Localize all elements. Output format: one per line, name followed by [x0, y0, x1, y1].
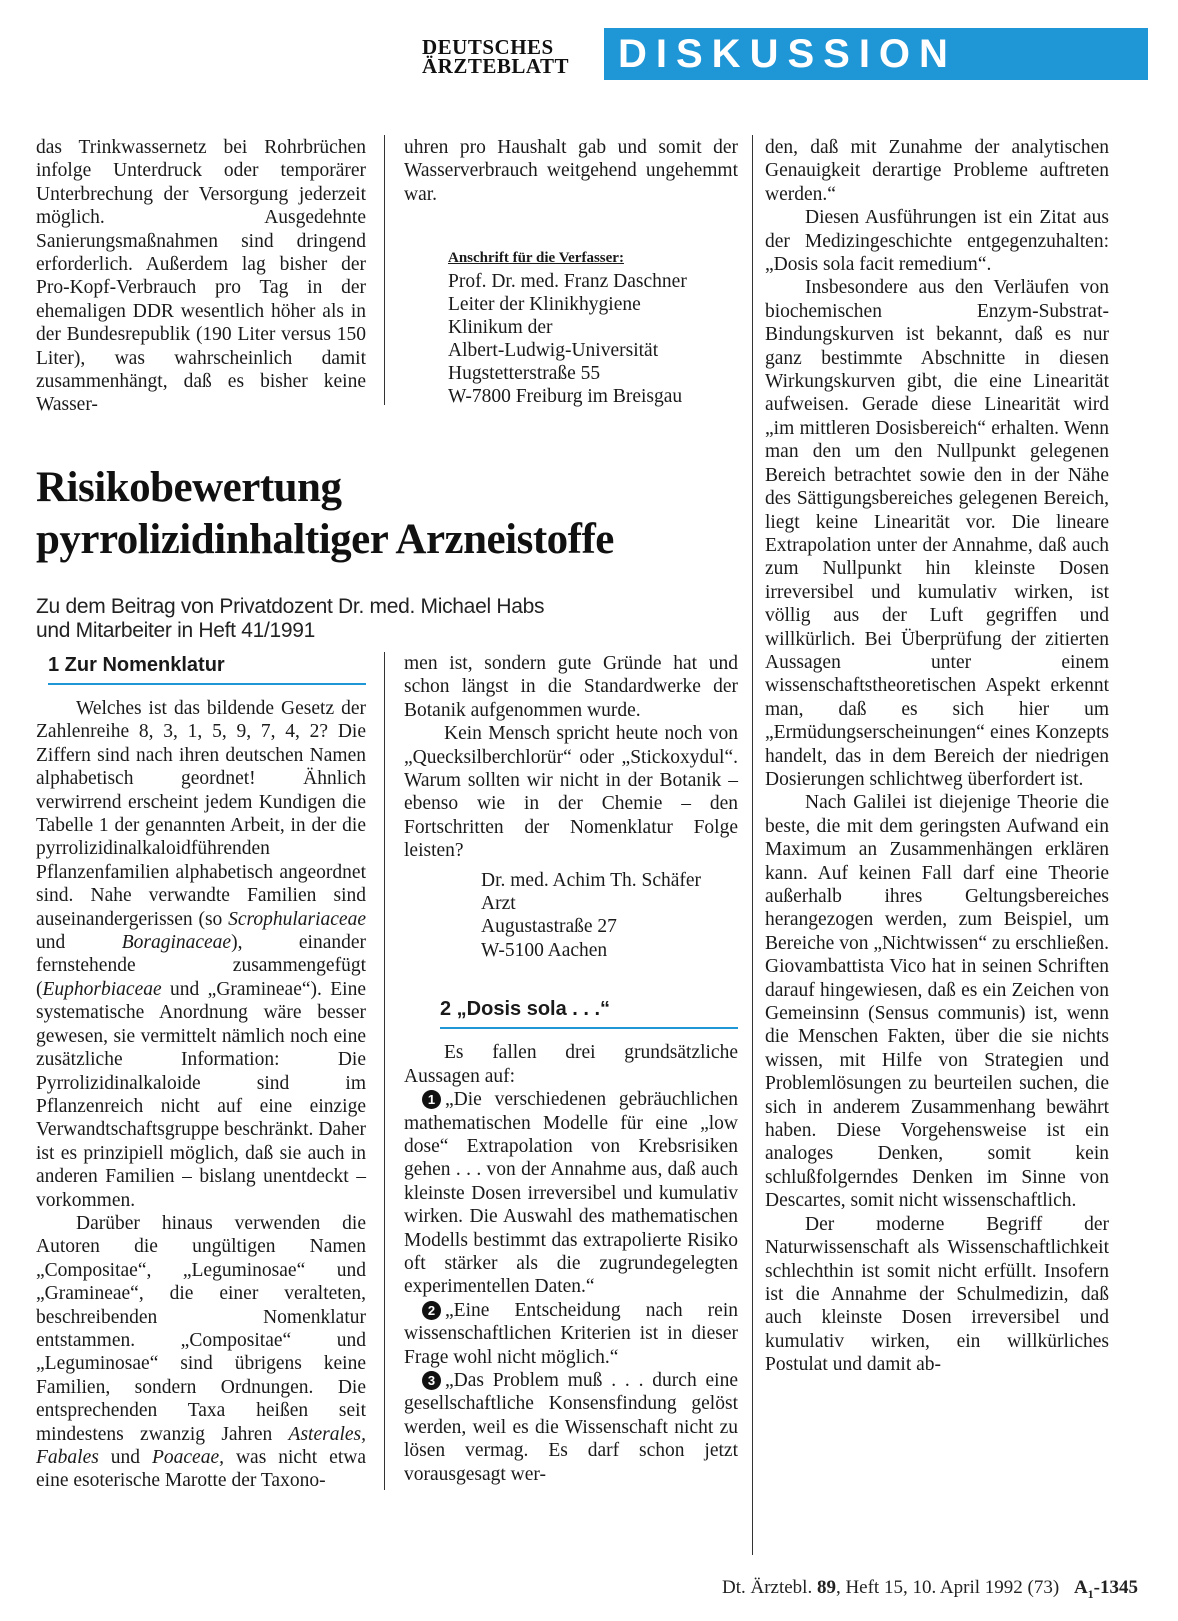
- address-lines: [448, 270, 748, 408]
- paragraph: men ist, sondern gute Gründe hat und schon längst in die Standardwerke der Botanik aufgenommen wurde.: [404, 653, 738, 721]
- article-col3: [765, 136, 1109, 1377]
- address-line: Leiter der Klinikhygiene: [448, 294, 641, 315]
- paragraph: Nach Galilei ist diejenige Theorie die beste, die mit dem geringsten Aufwand ein Maximum an Zusammenhängen erklären kann. Auf keinen Fall darf eine Theorie außerhalb ihres Geltungsbereiches herangezogen werden, zum Beispiel, um Bereiche von „Nichtwissen“ zu erschließen. Giovambattista Vico hat in seinen Schriften darauf hingewiesen, daß es ein Zeichen von Gemeinsinn (Sensus communis) ist, wenn die Menschen Fakten, über die sie nichts wissen, mit Hilfe von Strategien und Problemlösungen zu beurteilen suchen, die sich in anderem Zusammenhang bewährt haben. Diese Vorgehensweise ist ein analoges Denken, somit kein schlußfolgerndes Denken im Sinne von Descartes, somit nicht wissenschaftlich.: [765, 792, 1109, 1212]
- signature-line: W-5100 Aachen: [481, 939, 608, 961]
- logo-line-1: DEUTSCHES: [422, 35, 554, 59]
- number-badge-icon: 2: [422, 1301, 441, 1320]
- section-banner: DISKUSSION: [604, 28, 1148, 80]
- prev-article-text: das Trinkwassernetz bei Rohrbrüchen infolge Unterdruck oder temporärer Unterbrechung der Versorgung jederzeit möglich. Ausgedehnte Sanierungsmaßnahmen sind dringend erforderlich. Außerdem lag bisher der Pro-Kopf-Verbrauch pro Tag in der ehemaligen DDR wesentlich höher als in der Bundesrepublik (190 Liter versus 150 Liter), was wahrscheinlich damit zusammenhängt, daß es bisher keine Wasser-: [36, 137, 366, 416]
- title-line-2: pyrrolizidinhaltiger Arzneistoffe: [36, 516, 614, 563]
- signature-line: Dr. med. Achim Th. Schäfer: [481, 869, 702, 891]
- author-address: [448, 248, 748, 408]
- address-line: Prof. Dr. med. Franz Daschner: [448, 271, 687, 292]
- paragraph: Der moderne Begriff der Naturwissenschaft als Wissenschaftlichkeit schlechthin ist somit nicht erfüllt. Insofern ist die Annahme der Schulmedizin, daß auch kleinste Dosen irreversibel und kumulativ wirken, ein willkürliches Postulat und damit ab-: [765, 1213, 1109, 1376]
- subtitle-line-1: Zu dem Beitrag von Privatdozent Dr. med. Michael Habs: [36, 595, 545, 618]
- article-col2: [404, 652, 738, 1486]
- column-divider: [752, 135, 753, 1555]
- address-title: Anschrift für die Verfasser:: [448, 250, 624, 266]
- page-number: $A_1-1345$: [1073, 1577, 1138, 1601]
- signature-line: Augustastraße 27: [481, 916, 617, 938]
- paragraph: Es fallen drei grundsätzliche Aussagen auf:: [404, 1042, 738, 1087]
- article-title: [36, 462, 776, 566]
- number-badge-icon: 3: [422, 1371, 441, 1390]
- paragraph: Welches ist das bildende Gesetz der Zahlenreihe 8, 3, 1, 5, 9, 7, 4, 2? Die Ziffern sind nach ihren deutschen Namen alphabetisch geordnet! Ähnlich verwirrend erscheint jedem Kundigen die Tabelle 1 der genannten Arbeit, in der die pyrrolizidinalkaloidführenden Pflanzenfamilien alphabetisch angeordnet sind. Nahe verwandte Familien sind auseinandergerissen (so Scrophulariaceae und Boraginaceae), einander fernstehende zusammengefügt (Euphorbiaceae und „Gramineae“). Eine systematische Anordnung wäre besser gewesen, sie vermittelt nämlich noch eine zusätzliche Information: Die Pyrrolizidinalkaloide sind im Pflanzenreich nicht auf eine einzige Verwandtschaftsgruppe beschränkt. Daher ist es prinzipiell möglich, daß sie auch in anderen Familien – bislang unentdeckt – vorkommen.: [36, 698, 367, 1211]
- number-badge-icon: 1: [422, 1090, 441, 1109]
- prev-article-text-2: uhren pro Haushalt gab und somit der Wasserverbrauch weitgehend ungehemmt war.: [404, 137, 738, 205]
- numbered-point: 2 „Eine Entscheidung nach rein wissenschaftlichen Kriterien ist in dieser Frage wohl nicht möglich.“: [404, 1299, 738, 1368]
- numbered-point: 3 „Das Problem muß . . . durch eine gesellschaftliche Konsensfindung gelöst werden, weil es die Wissenschaft nicht zu lösen vermag. Es darf schon jetzt vorausgesagt wer-: [404, 1369, 738, 1485]
- article-col1: [36, 652, 366, 1493]
- signature-line: Arzt: [481, 893, 516, 915]
- column-divider: [384, 135, 385, 405]
- paragraph: Darüber hinaus verwenden die Autoren die ungültigen Namen „Compositae“, „Leguminosae“ und „Gramineae“, die einer veralteten, beschreibenden Nomenklatur entstammen. „Compositae“ und „Leguminosae“ sind übrigens keine Familien, sondern Ordnungen. Die entsprechenden Taxa heißen seit mindestens zwanzig Jahren Asterales, Fabales und Poaceae, was nicht etwa eine esoterische Marotte der Taxono-: [36, 1212, 366, 1492]
- journal-logo: [422, 35, 592, 78]
- section-heading-2: 2 „Dosis sola . . .“: [440, 996, 738, 1029]
- paragraph: Insbesondere aus den Verläufen von biochemischen Enzym-Substrat-Bindungskurven ist bekannt, daß es nur ganz bestimmte Abschnitte in diesen Wirkungskurven gibt, die eine Linearität aufweisen. Gerade diese Linearität wird „im mittleren Dosisbereich“ erhalten. Wenn man den um den Nullpunkt gelegenen Bereich betrachtet sowie den in der Nähe des Sättigungsbereiches gelegenen Bereich, liegt keine Linearität vor. Die lineare Extrapolation unter der Annahme, daß auch zum Nullpunkt hin kleinste Dosen irreversibel und kumulativ wirken, ist völlig aus der Luft gegriffen und willkürlich. Bei Überprüfung der zitierten Aussagen unter einem wissenschaftstheoretischen Aspekt erkennt man, daß es sich hier um „Ermüdungserscheinungen“ eines Konzepts handelt, das in dem Bereich der niedrigen Dosierungen schlichtweg überfordert ist.: [765, 277, 1109, 790]
- issue-info: , Heft 15, 10. April 1992 (73): [835, 1577, 1060, 1598]
- paragraph: Kein Mensch spricht heute noch von „Quecksilberchlorür“ oder „Stickoxydul“. Warum sollten wir nicht in der Botanik – ebenso wie in der Chemie – den Fortschritten der Nomenklatur Folge leisten?: [404, 723, 738, 862]
- article-subtitle: [36, 595, 756, 643]
- volume-number: 89: [816, 1577, 836, 1598]
- paragraph: den, daß mit Zunahme der analytischen Genauigkeit derartige Probleme auftreten werden.“: [765, 137, 1109, 205]
- prev-article-col2: [404, 136, 738, 206]
- section-heading-1: 1 Zur Nomenklatur: [48, 652, 366, 685]
- numbered-point: 1 „Die verschiedenen gebräuchlichen mathematischen Modelle für eine „low dose“ Extrapolation von Krebsrisiken gehen . . . von der Annahme aus, daß auch kleinste Dosen irreversibel und kumulativ wirken. Die Auswahl des mathematischen Modells bestimmt das extrapolierte Risiko oft stärker als die zugrundegelegten experimentellen Daten.“: [404, 1089, 738, 1298]
- subtitle-line-2: und Mitarbeiter in Heft 41/1991: [36, 619, 316, 642]
- title-line-1: Risikobewertung: [36, 464, 342, 511]
- address-line: Albert-Ludwig-Universität: [448, 340, 659, 361]
- logo-line-2: ÄRZTEBLATT: [422, 54, 569, 78]
- paragraph: Diesen Ausführungen ist ein Zitat aus der Medizingeschichte entgegenzuhalten: „Dosis sola facit remedium“.: [765, 207, 1109, 276]
- page-footer: [722, 1577, 1138, 1602]
- address-line: Klinikum der: [448, 317, 553, 338]
- journal-abbrev: Dt. Ärztebl.: [721, 1577, 813, 1598]
- letter-signature: [404, 869, 738, 963]
- address-line: W-7800 Freiburg im Breisgau: [448, 386, 683, 407]
- address-line: Hugstetterstraße 55: [448, 363, 601, 384]
- column-divider: [384, 652, 385, 1490]
- prev-article-col1: [36, 136, 366, 417]
